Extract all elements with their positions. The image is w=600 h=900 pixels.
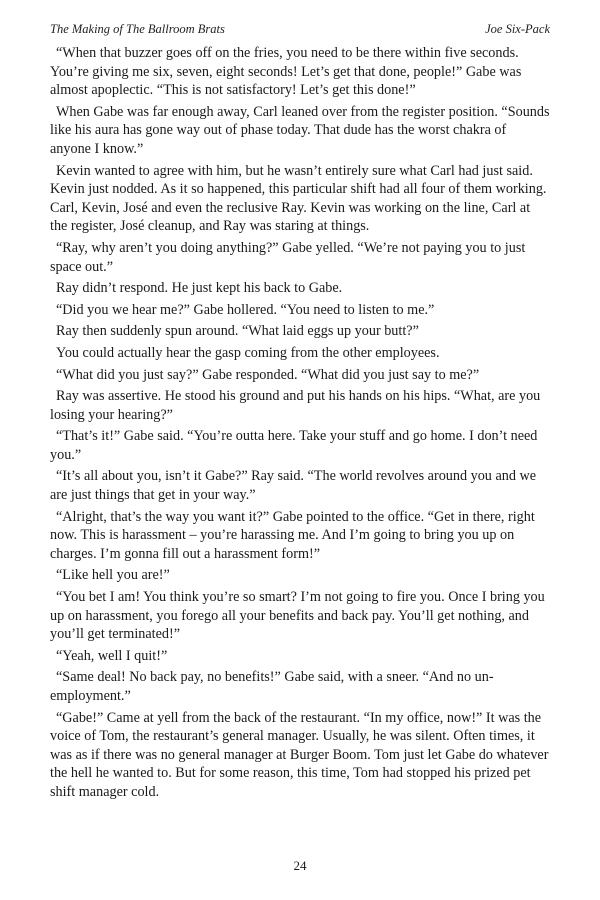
paragraph: “Did you we hear me?” Gabe hollered. “You need to listen to me.” (56, 301, 435, 318)
paragraph: When Gabe was far enough away, Carl leaned over from the register position. “Sounds like his aura has gone way out of phase today. That dude has the worst chakra of anyone I know.” (50, 103, 550, 157)
paragraph: “When that buzzer goes off on the fries, you need to be there within five seconds. You’re giving me six, seven, eight seconds! Let’s get that done, people!” Gabe was almost apoplectic. “This is not satisfactory! Let’s get this done!” (50, 45, 522, 99)
paragraph: “You bet I am! You think you’re so smart? I’m not going to fire you. Once I bring you up on harassment, you forego all your benefits and back pay. You’ll get nothing, and you’ll get terminated!” (50, 589, 545, 643)
paragraph: “Yeah, well I quit!” (56, 647, 168, 664)
paragraph: “It’s all about you, isn’t it Gabe?” Ray said. “The world revolves around you and we are just things that get in your way.” (50, 468, 537, 504)
paragraph: Kevin wanted to agree with him, but he wasn’t entirely sure what Carl had just said. Kevin just nodded. As it so happened, this particular shift had all four of them working. Carl, Kevin, José and even the reclusive Ray. Kevin was working on the line, Carl at the register, José cleanup, and Ray was staring at things. (50, 162, 547, 235)
paragraph: “That’s it!” Gabe said. “You’re outta here. Take your stuff and go home. I don’t need you.” (50, 428, 538, 463)
paragraph: “Alright, that’s the way you want it?” Gabe pointed to the office. “Get in there, right now. This is harassment – you’re harassing me. And I’m going to bring you up on charges. I’m gonna fill out a harassment form!” (50, 508, 535, 562)
paragraph: “Same deal! No back pay, no benefits!” Gabe said, with a sneer. “And no unemployment.” (50, 669, 494, 704)
paragraph: Ray then suddenly spun around. “What laid eggs up your butt?” (56, 323, 419, 340)
page-number: 24 (293, 858, 307, 873)
chapter-title: Joe Six-Pack (485, 22, 550, 36)
paragraph: You could actually hear the gasp coming from the other employees. (56, 344, 440, 361)
paragraph: Ray was assertive. He stood his ground and put his hands on his hips. “What, are you losing your hearing?” (50, 388, 541, 423)
running-header (50, 22, 550, 37)
paragraph: “Gabe!” Came at yell from the back of the restaurant. “In my office, now!” It was the voice of Tom, the restaurant’s general manager. Usually, he was silent. Often times, it was as if there was no general manager at Burger Boom. Tom just let Gabe do whatever the hell he wanted to. But for some reason, this time, Tom had stopped his prized pet shift manager cold. (50, 709, 549, 800)
paragraph: Ray didn’t respond. He just kept his back to Gabe. (56, 280, 343, 297)
paragraph: “Ray, why aren’t you doing anything?” Gabe yelled. “We’re not paying you to just space out.” (50, 239, 526, 275)
body-text (50, 44, 550, 805)
book-title: The Making of The Ballroom Brats (50, 22, 225, 36)
paragraph: “What did you just say?” Gabe responded. “What did you just say to me?” (56, 366, 480, 383)
paragraph: “Like hell you are!” (56, 567, 170, 584)
